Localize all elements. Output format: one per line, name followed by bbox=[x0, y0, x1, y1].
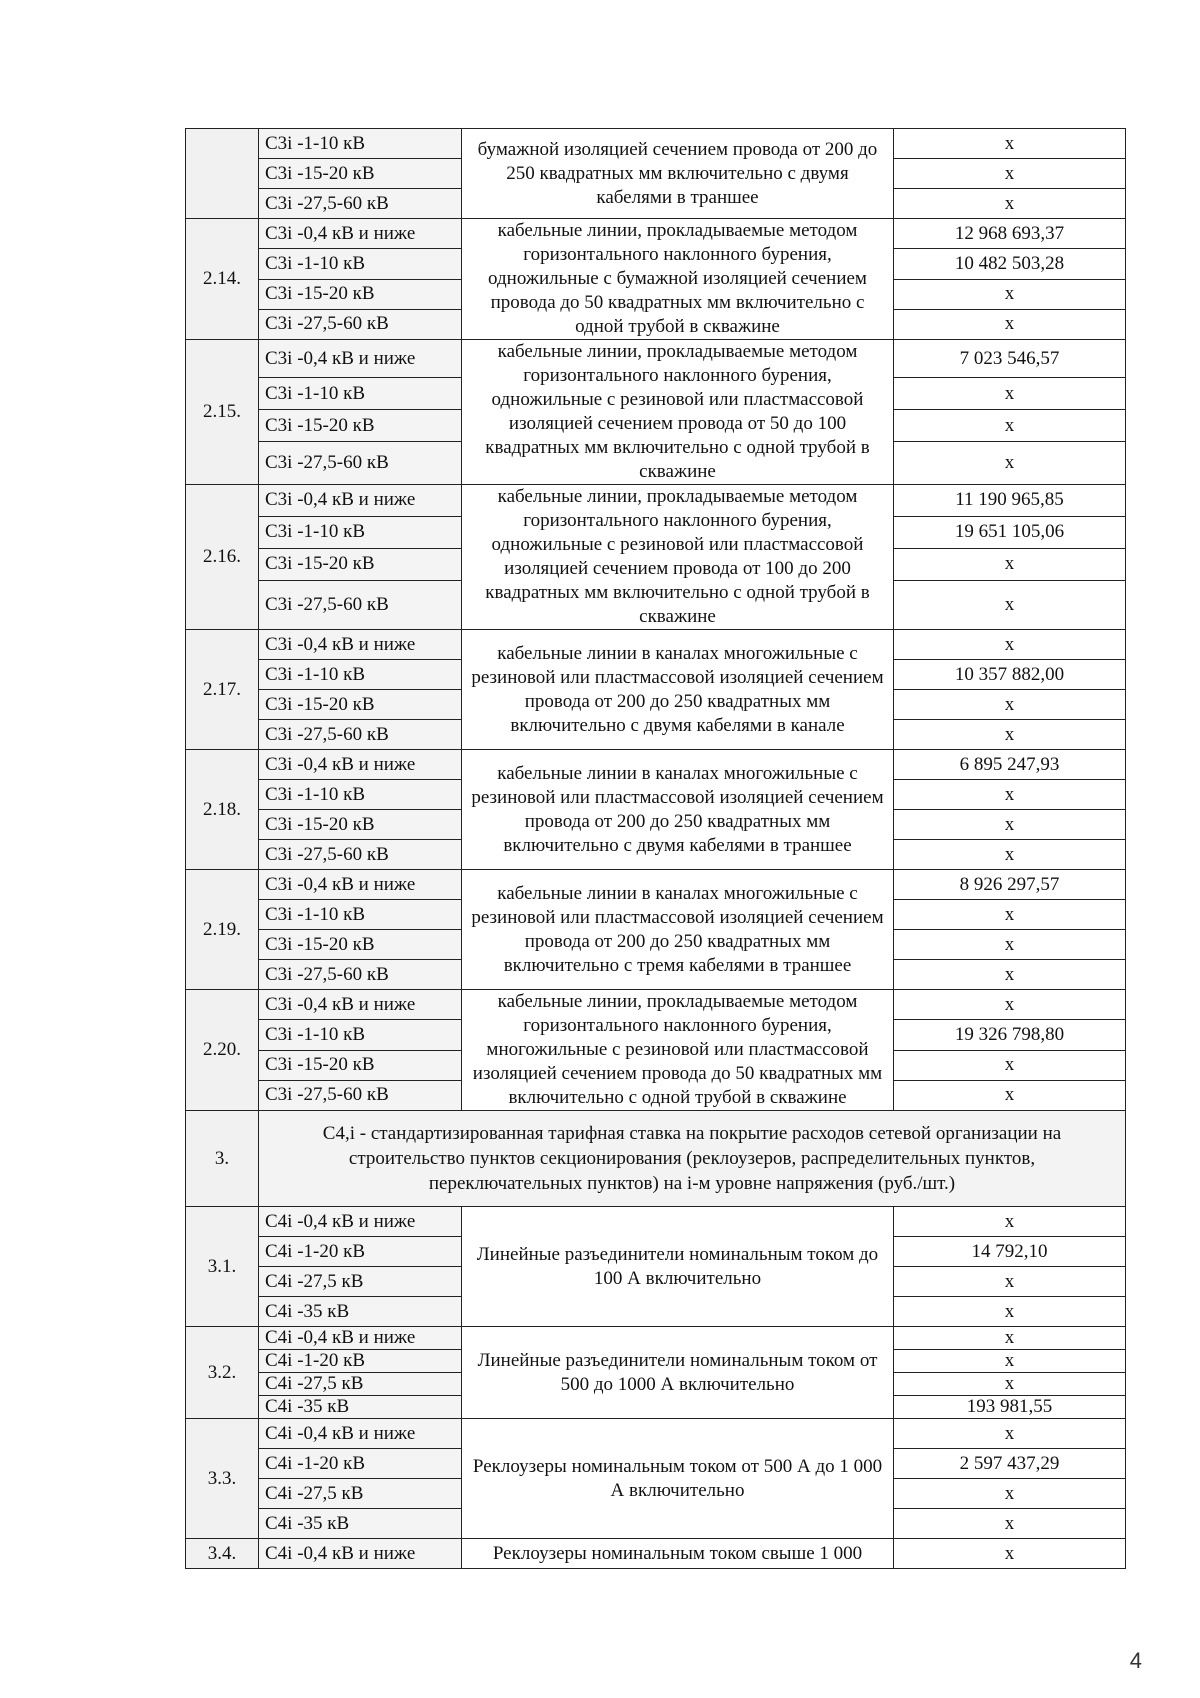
rate-code: C3i -27,5-60 кВ bbox=[259, 309, 462, 339]
rate-code: C4i -35 кВ bbox=[259, 1509, 462, 1539]
item-number: 2.15. bbox=[186, 340, 259, 485]
rate-value: x bbox=[894, 1419, 1126, 1449]
rate-code: C4i -27,5 кВ bbox=[259, 1373, 462, 1396]
section-number: 3. bbox=[186, 1111, 259, 1207]
rate-value: x bbox=[894, 780, 1126, 810]
rate-code: C3i -15-20 кВ bbox=[259, 1050, 462, 1080]
tariff-table-sheet bbox=[185, 128, 1125, 1569]
rate-code: C3i -27,5-60 кВ bbox=[259, 1080, 462, 1110]
rate-code: C3i -0,4 кВ и ниже bbox=[259, 870, 462, 900]
item-number: 2.14. bbox=[186, 219, 259, 340]
rate-value: x bbox=[894, 129, 1126, 159]
rate-value: x bbox=[894, 1297, 1126, 1327]
rate-value: x bbox=[894, 630, 1126, 660]
item-number bbox=[186, 129, 259, 219]
rate-value: x bbox=[894, 410, 1126, 442]
rate-value: x bbox=[894, 720, 1126, 750]
rate-value: x bbox=[894, 1539, 1126, 1569]
rate-code: C3i -15-20 кВ bbox=[259, 930, 462, 960]
rate-value: x bbox=[894, 159, 1126, 189]
rate-code: C3i -15-20 кВ bbox=[259, 159, 462, 189]
rate-code: C3i -0,4 кВ и ниже bbox=[259, 990, 462, 1020]
item-number: 2.18. bbox=[186, 750, 259, 870]
rate-code: C3i -1-10 кВ bbox=[259, 378, 462, 410]
rate-value: 6 895 247,93 bbox=[894, 750, 1126, 780]
tariff-table bbox=[185, 128, 1126, 1569]
item-description: кабельные линии в каналах многожильные с резиновой или пластмассовой изоляцией сечением провода от 200 до 250 квадратных мм включительно с двумя кабелями в канале bbox=[462, 630, 894, 750]
section-header-row bbox=[186, 1111, 1126, 1207]
rate-code: C4i -0,4 кВ и ниже bbox=[259, 1419, 462, 1449]
rate-code: C3i -27,5-60 кВ bbox=[259, 580, 462, 629]
item-description: кабельные линии в каналах многожильные с резиновой или пластмассовой изоляцией сечением провода от 200 до 250 квадратных мм включительно с двумя кабелями в траншее bbox=[462, 750, 894, 870]
rate-value: x bbox=[894, 1080, 1126, 1110]
rate-code: C3i -15-20 кВ bbox=[259, 279, 462, 309]
rate-code: C3i -15-20 кВ bbox=[259, 810, 462, 840]
rate-code: C4i -0,4 кВ и ниже bbox=[259, 1327, 462, 1350]
rate-value: x bbox=[894, 1373, 1126, 1396]
rate-code: C3i -15-20 кВ bbox=[259, 690, 462, 720]
rate-value: x bbox=[894, 900, 1126, 930]
rate-value: x bbox=[894, 990, 1126, 1020]
rate-code: C3i -27,5-60 кВ bbox=[259, 720, 462, 750]
item-description: кабельные линии, прокладываемые методом горизонтального наклонного бурения, многожильные с резиновой или пластмассовой изоляцией сечением провода до 50 квадратных мм включительно с одной трубой в скважине bbox=[462, 990, 894, 1111]
rate-code: C4i -27,5 кВ bbox=[259, 1267, 462, 1297]
table-row bbox=[186, 129, 1126, 159]
rate-value: 10 482 503,28 bbox=[894, 249, 1126, 279]
item-number: 3.4. bbox=[186, 1539, 259, 1569]
rate-code: C3i -1-10 кВ bbox=[259, 780, 462, 810]
rate-value: x bbox=[894, 442, 1126, 485]
item-description: Линейные разъединители номинальным током от 500 до 1000 А включительно bbox=[462, 1327, 894, 1419]
rate-value: 7 023 546,57 bbox=[894, 340, 1126, 378]
rate-code: C3i -1-10 кВ bbox=[259, 660, 462, 690]
rate-code: C4i -0,4 кВ и ниже bbox=[259, 1539, 462, 1569]
rate-value: 2 597 437,29 bbox=[894, 1449, 1126, 1479]
rate-code: C4i -27,5 кВ bbox=[259, 1479, 462, 1509]
item-description: Реклоузеры номинальным током от 500 А до 1 000 А включительно bbox=[462, 1419, 894, 1539]
rate-code: C4i -35 кВ bbox=[259, 1297, 462, 1327]
rate-code: C3i -1-10 кВ bbox=[259, 129, 462, 159]
item-number: 3.3. bbox=[186, 1419, 259, 1539]
rate-code: C3i -27,5-60 кВ bbox=[259, 442, 462, 485]
rate-value: x bbox=[894, 1350, 1126, 1373]
item-number: 2.17. bbox=[186, 630, 259, 750]
rate-code: C3i -27,5-60 кВ bbox=[259, 189, 462, 219]
rate-code: C3i -0,4 кВ и ниже bbox=[259, 630, 462, 660]
table-row bbox=[186, 1207, 1126, 1237]
rate-value: x bbox=[894, 378, 1126, 410]
rate-value: x bbox=[894, 580, 1126, 629]
item-description: Реклоузеры номинальным током свыше 1 000 bbox=[462, 1539, 894, 1569]
page-number: 4 bbox=[1129, 1648, 1142, 1673]
section-title: C4,i - стандартизированная тарифная ставка на покрытие расходов сетевой организации на строительство пунктов секционирования (реклоузеров, распределительных пунктов, переключательных пунктов) на i-м уровне напряжения (руб./шт.) bbox=[259, 1111, 1126, 1207]
rate-code: C3i -0,4 кВ и ниже bbox=[259, 219, 462, 249]
item-description: кабельные линии в каналах многожильные с резиновой или пластмассовой изоляцией сечением провода от 200 до 250 квадратных мм включительно с тремя кабелями в траншее bbox=[462, 870, 894, 990]
item-description: кабельные линии, прокладываемые методом горизонтального наклонного бурения, одножильные с бумажной изоляцией сечением провода до 50 квадратных мм включительно с одной трубой в скважине bbox=[462, 219, 894, 340]
table-row bbox=[186, 630, 1126, 660]
table-row bbox=[186, 340, 1126, 378]
rate-value: 19 651 105,06 bbox=[894, 516, 1126, 548]
rate-value: x bbox=[894, 1207, 1126, 1237]
rate-value: x bbox=[894, 1479, 1126, 1509]
item-number: 2.19. bbox=[186, 870, 259, 990]
item-number: 2.20. bbox=[186, 990, 259, 1111]
rate-value: x bbox=[894, 960, 1126, 990]
rate-value: 8 926 297,57 bbox=[894, 870, 1126, 900]
rate-code: C4i -35 кВ bbox=[259, 1396, 462, 1419]
table-row bbox=[186, 1539, 1126, 1569]
rate-value: x bbox=[894, 279, 1126, 309]
table-row bbox=[186, 1327, 1126, 1350]
item-description: кабельные линии, прокладываемые методом горизонтального наклонного бурения, одножильные с резиновой или пластмассовой изоляцией сечением провода от 50 до 100 квадратных мм включительно с одной трубой в скважине bbox=[462, 340, 894, 485]
rate-value: x bbox=[894, 309, 1126, 339]
rate-code: C3i -15-20 кВ bbox=[259, 548, 462, 580]
item-number: 2.16. bbox=[186, 485, 259, 630]
item-description: кабельные линии, прокладываемые методом горизонтального наклонного бурения, одножильные с резиновой или пластмассовой изоляцией сечением провода от 100 до 200 квадратных мм включительно с одной трубой в скважине bbox=[462, 485, 894, 630]
table-row bbox=[186, 485, 1126, 517]
rate-code: C3i -1-10 кВ bbox=[259, 516, 462, 548]
rate-value: x bbox=[894, 1050, 1126, 1080]
rate-value: 193 981,55 bbox=[894, 1396, 1126, 1419]
rate-code: C3i -0,4 кВ и ниже bbox=[259, 750, 462, 780]
rate-value: x bbox=[894, 1267, 1126, 1297]
item-description: бумажной изоляцией сечением провода от 200 до 250 квадратных мм включительно с двумя кабелями в траншее bbox=[462, 129, 894, 219]
table-row bbox=[186, 219, 1126, 249]
rate-code: C3i -15-20 кВ bbox=[259, 410, 462, 442]
rate-code: C3i -27,5-60 кВ bbox=[259, 960, 462, 990]
rate-value: 11 190 965,85 bbox=[894, 485, 1126, 517]
rate-value: x bbox=[894, 548, 1126, 580]
rate-code: C4i -1-20 кВ bbox=[259, 1237, 462, 1267]
rate-code: C3i -0,4 кВ и ниже bbox=[259, 340, 462, 378]
rate-code: C3i -1-10 кВ bbox=[259, 1020, 462, 1050]
rate-code: C3i -1-10 кВ bbox=[259, 900, 462, 930]
rate-value: 19 326 798,80 bbox=[894, 1020, 1126, 1050]
rate-value: x bbox=[894, 930, 1126, 960]
rate-value: 14 792,10 bbox=[894, 1237, 1126, 1267]
table-row bbox=[186, 870, 1126, 900]
table-row bbox=[186, 750, 1126, 780]
rate-value: x bbox=[894, 840, 1126, 870]
item-number: 3.1. bbox=[186, 1207, 259, 1327]
rate-value: x bbox=[894, 1509, 1126, 1539]
rate-value: x bbox=[894, 189, 1126, 219]
item-description: Линейные разъединители номинальным током до 100 А включительно bbox=[462, 1207, 894, 1327]
rate-code: C4i -0,4 кВ и ниже bbox=[259, 1207, 462, 1237]
rate-code: C4i -1-20 кВ bbox=[259, 1449, 462, 1479]
rate-code: C4i -1-20 кВ bbox=[259, 1350, 462, 1373]
rate-code: C3i -1-10 кВ bbox=[259, 249, 462, 279]
rate-value: x bbox=[894, 690, 1126, 720]
rate-code: C3i -0,4 кВ и ниже bbox=[259, 485, 462, 517]
table-row bbox=[186, 990, 1126, 1020]
item-number: 3.2. bbox=[186, 1327, 259, 1419]
rate-code: C3i -27,5-60 кВ bbox=[259, 840, 462, 870]
table-row bbox=[186, 1419, 1126, 1449]
rate-value: x bbox=[894, 810, 1126, 840]
rate-value: 12 968 693,37 bbox=[894, 219, 1126, 249]
rate-value: 10 357 882,00 bbox=[894, 660, 1126, 690]
tariff-table-body bbox=[186, 129, 1126, 1569]
rate-value: x bbox=[894, 1327, 1126, 1350]
